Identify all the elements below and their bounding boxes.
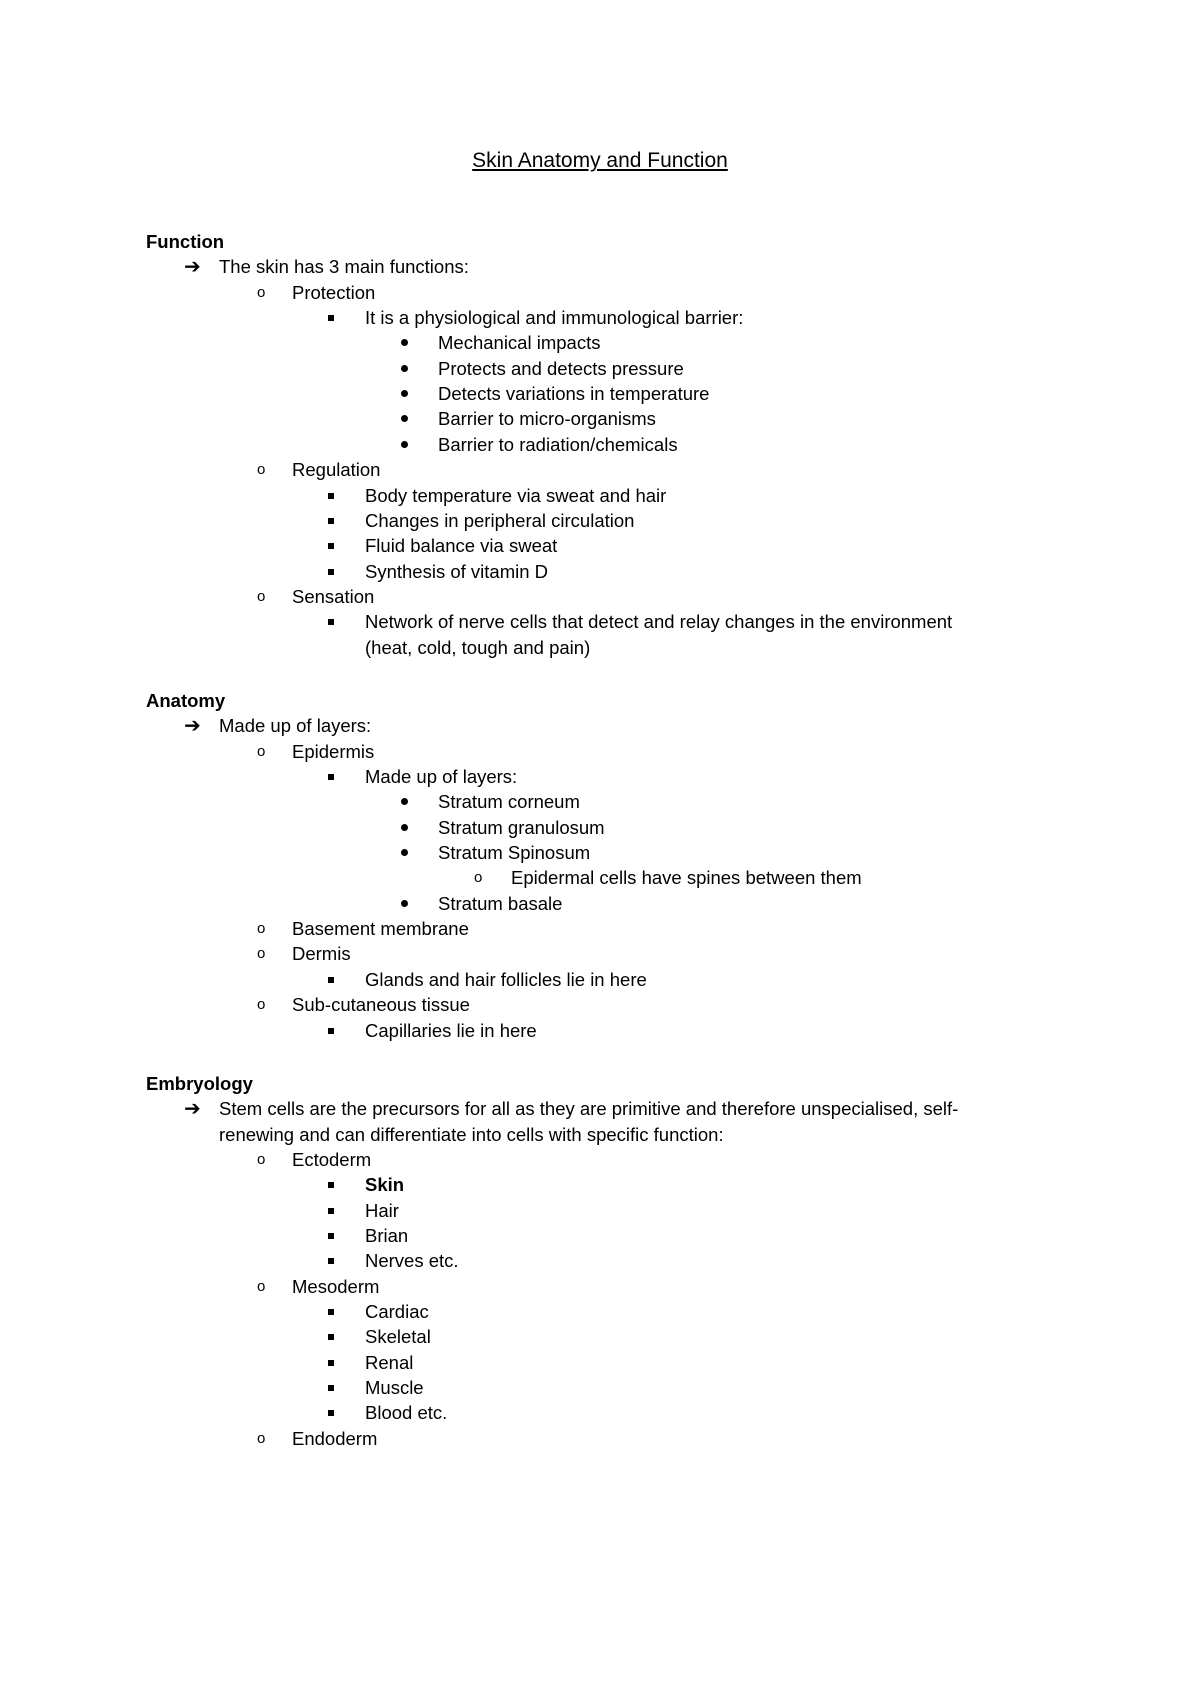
item-text: Mesoderm xyxy=(292,1275,380,1297)
section-heading xyxy=(146,688,225,714)
list-item xyxy=(438,356,684,382)
circle-bullet-icon: o xyxy=(257,996,266,1014)
item-text: Barrier to radiation/chemicals xyxy=(438,433,678,455)
item-text: Regulation xyxy=(292,459,381,481)
list-item xyxy=(257,457,381,483)
item-text: Epidermal cells have spines between them xyxy=(511,867,862,889)
item-text: Renal xyxy=(365,1351,414,1373)
item-text: Changes in peripheral circulation xyxy=(365,509,635,531)
list-item xyxy=(365,609,952,635)
list-item xyxy=(257,584,375,610)
item-text: Synthesis of vitamin D xyxy=(365,560,549,582)
dot-bullet-icon xyxy=(401,339,408,346)
item-text: (heat, cold, tough and pain) xyxy=(365,636,591,658)
list-item xyxy=(365,1248,459,1274)
square-bullet-icon xyxy=(328,619,334,625)
square-bullet-icon xyxy=(328,1334,334,1340)
list-item xyxy=(365,508,634,534)
list-item xyxy=(365,635,590,661)
list-item xyxy=(365,1400,447,1426)
list-item xyxy=(474,865,862,891)
square-bullet-icon xyxy=(328,1182,334,1188)
item-text: Barrier to micro-organisms xyxy=(438,408,656,430)
item-text: renewing and can differentiate into cells with specific function: xyxy=(219,1123,724,1145)
arrow-bullet-icon: ➔ xyxy=(184,1098,201,1121)
list-item xyxy=(257,1274,380,1300)
item-text: Stratum corneum xyxy=(438,791,580,813)
item-text: Sensation xyxy=(292,585,375,607)
dot-bullet-icon xyxy=(401,441,408,448)
list-item xyxy=(257,1147,372,1173)
list-item xyxy=(365,1350,413,1376)
list-item xyxy=(438,381,709,407)
list-item xyxy=(438,815,605,841)
item-text: Stratum Spinosum xyxy=(438,842,591,864)
item-text: Nerves etc. xyxy=(365,1250,459,1272)
section-heading xyxy=(146,229,224,255)
circle-bullet-icon: o xyxy=(257,283,266,301)
item-text: Capillaries lie in here xyxy=(365,1019,537,1041)
item-text: Dermis xyxy=(292,943,351,965)
arrow-bullet-icon: ➔ xyxy=(184,256,201,279)
item-text: Endoderm xyxy=(292,1427,378,1449)
circle-bullet-icon: o xyxy=(257,587,266,605)
item-text: Glands and hair follicles lie in here xyxy=(365,968,647,990)
dot-bullet-icon xyxy=(401,824,408,831)
circle-bullet-icon: o xyxy=(257,945,266,963)
circle-bullet-icon: o xyxy=(257,1429,266,1447)
square-bullet-icon xyxy=(328,1028,334,1034)
list-item xyxy=(365,305,743,331)
item-text: Made up of layers: xyxy=(365,766,518,787)
section-heading xyxy=(146,1071,253,1097)
list-item xyxy=(257,916,469,942)
item-text: Sub-cutaneous tissue xyxy=(292,994,470,1016)
item-text: Stratum basale xyxy=(438,892,563,914)
list-item xyxy=(365,1198,399,1224)
dot-bullet-icon xyxy=(401,390,408,397)
list-item xyxy=(438,406,656,432)
page-title: Skin Anatomy and Function xyxy=(472,149,728,172)
list-item xyxy=(438,789,580,815)
item-text: Stratum granulosum xyxy=(438,816,605,838)
item-text: Body temperature via sweat and hair xyxy=(365,484,667,506)
item-text: Made up of layers: xyxy=(219,715,372,737)
list-item xyxy=(184,1096,959,1122)
circle-bullet-icon: o xyxy=(257,461,266,479)
list-item xyxy=(184,713,372,739)
item-text: It is a physiological and immunological barrier: xyxy=(365,307,744,329)
item-text: Protects and detects pressure xyxy=(438,357,684,379)
list-item xyxy=(365,1299,429,1325)
dot-bullet-icon xyxy=(401,365,408,372)
list-item xyxy=(257,941,351,967)
item-text: Mechanical impacts xyxy=(438,332,601,354)
item-text: Detects variations in temperature xyxy=(438,383,710,405)
list-item xyxy=(365,1375,424,1401)
item-text: Epidermis xyxy=(292,740,375,762)
list-item xyxy=(257,1426,378,1452)
item-text: Network of nerve cells that detect and relay changes in the environment xyxy=(365,611,953,633)
item-text: Skeletal xyxy=(365,1326,431,1348)
dot-bullet-icon xyxy=(401,415,408,422)
item-text: Blood etc. xyxy=(365,1402,448,1424)
item-text: Brian xyxy=(365,1224,409,1246)
item-text: Ectoderm xyxy=(292,1148,372,1170)
item-text: The skin has 3 main functions: xyxy=(219,256,469,278)
list-item xyxy=(365,1018,537,1044)
list-item xyxy=(257,739,375,765)
list-item xyxy=(365,967,647,993)
circle-bullet-icon: o xyxy=(474,869,483,887)
item-text: Hair xyxy=(365,1199,399,1221)
list-item xyxy=(184,254,469,280)
square-bullet-icon xyxy=(328,569,334,575)
circle-bullet-icon: o xyxy=(257,1150,266,1168)
square-bullet-icon xyxy=(328,1385,334,1391)
list-item xyxy=(365,1172,404,1198)
square-bullet-icon xyxy=(328,1258,334,1264)
square-bullet-icon xyxy=(328,1208,334,1214)
square-bullet-icon xyxy=(328,1309,334,1315)
item-text: Skin xyxy=(365,1174,405,1196)
list-item xyxy=(365,533,557,559)
square-bullet-icon xyxy=(328,315,334,321)
list-item xyxy=(257,992,470,1018)
square-bullet-icon xyxy=(328,1360,334,1366)
square-bullet-icon xyxy=(328,1233,334,1239)
circle-bullet-icon: o xyxy=(257,742,266,760)
list-item xyxy=(438,840,590,866)
item-text: Stem cells are the precursors for all as they are primitive and therefore unspecialised, self- xyxy=(219,1098,959,1120)
list-item xyxy=(365,483,666,509)
heading-text: Function xyxy=(146,231,225,252)
dot-bullet-icon xyxy=(401,849,408,856)
item-text: Protection xyxy=(292,281,376,303)
list-item xyxy=(219,1122,724,1148)
list-item xyxy=(438,330,600,356)
circle-bullet-icon: o xyxy=(257,1277,266,1295)
list-item xyxy=(365,764,517,790)
square-bullet-icon xyxy=(328,977,334,983)
circle-bullet-icon: o xyxy=(257,920,266,938)
square-bullet-icon xyxy=(328,518,334,524)
list-item xyxy=(438,891,562,917)
square-bullet-icon xyxy=(328,774,334,780)
item-text: Basement membrane xyxy=(292,918,469,940)
item-text: Fluid balance via sweat xyxy=(365,535,558,557)
item-text: Muscle xyxy=(365,1377,424,1399)
list-item xyxy=(365,1324,431,1350)
dot-bullet-icon xyxy=(401,798,408,805)
square-bullet-icon xyxy=(328,1410,334,1416)
item-text: Cardiac xyxy=(365,1301,429,1322)
square-bullet-icon xyxy=(328,543,334,549)
square-bullet-icon xyxy=(328,493,334,499)
list-item xyxy=(365,1223,408,1249)
list-item xyxy=(365,559,548,585)
list-item xyxy=(257,280,376,306)
heading-text: Anatomy xyxy=(146,689,226,711)
arrow-bullet-icon: ➔ xyxy=(184,715,201,738)
heading-text: Embryology xyxy=(146,1072,253,1094)
dot-bullet-icon xyxy=(401,900,408,907)
list-item xyxy=(438,432,678,458)
